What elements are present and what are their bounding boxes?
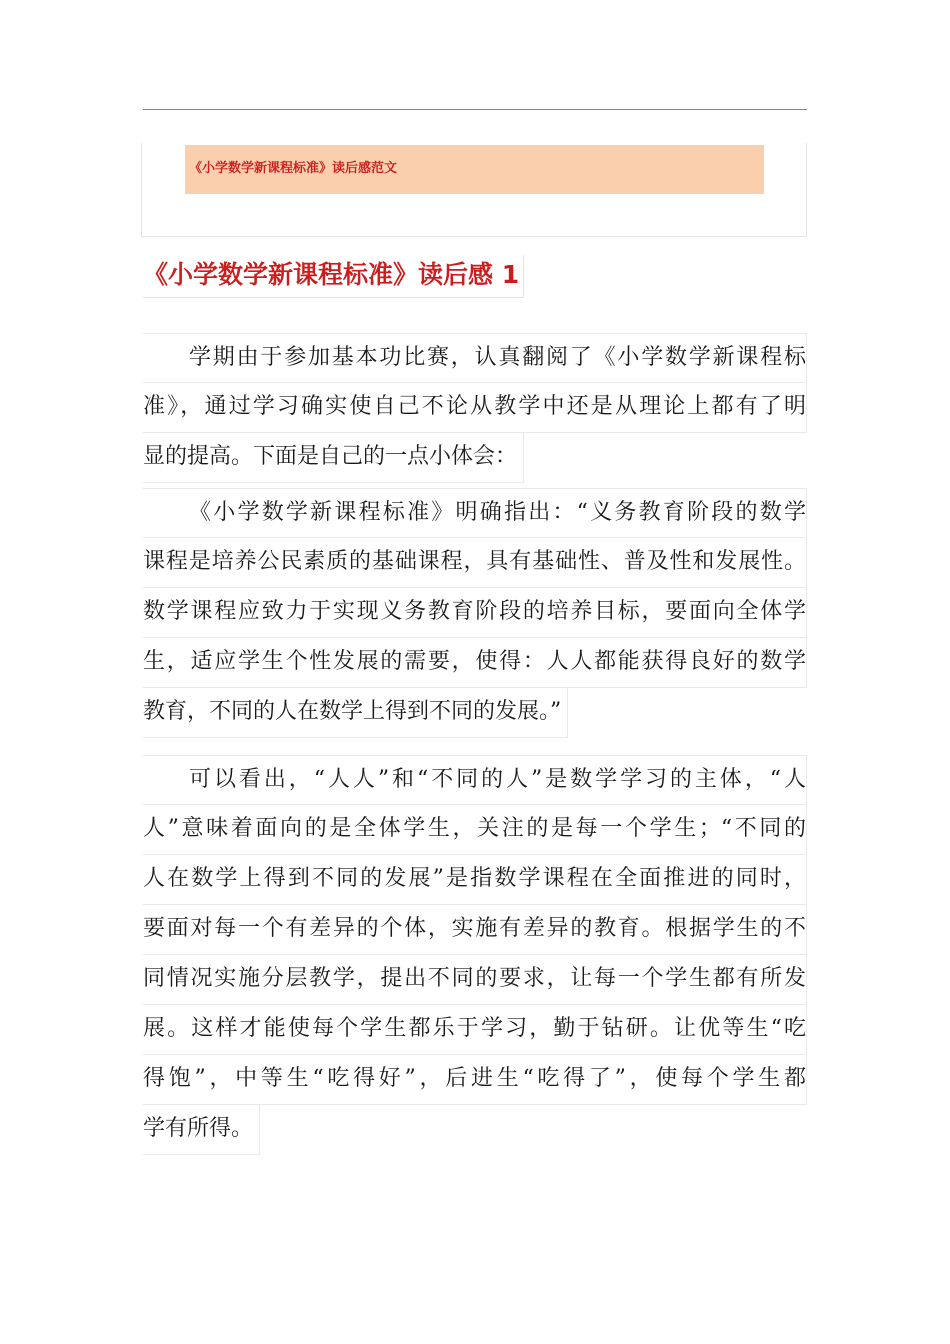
paragraph-line: 要面对每一个有差异的个体，实施有差异的教育。根据学生的不 xyxy=(143,905,807,955)
paragraph-line: 同情况实施分层教学，提出不同的要求，让每一个学生都有所发 xyxy=(143,955,807,1005)
banner-title: 《小学数学新课程标准》读后感范文 xyxy=(189,161,398,176)
top-divider xyxy=(143,109,807,110)
paragraph-line: 数学课程应致力于实现义务教育阶段的培养目标，要面向全体学 xyxy=(143,588,807,638)
paragraph-line: 人”意味着面向的是全体学生，关注的是每一个学生；“不同的 xyxy=(143,805,807,855)
paragraph-line: 准》，通过学习确实使自己不论从教学中还是从理论上都有了明 xyxy=(143,383,807,433)
document-title: 《小学数学新课程标准》读后感 1 xyxy=(143,255,524,298)
paragraph-1 xyxy=(143,333,807,483)
paragraph-line: 得饱”，中等生“吃得好”，后进生“吃得了”，使每个学生都 xyxy=(143,1055,807,1105)
paragraph-line: 教育，不同的人在数学上得到不同的发展。” xyxy=(143,688,568,738)
paragraph-line: 生，适应学生个性发展的需要，使得：人人都能获得良好的数学 xyxy=(143,638,807,688)
paragraph-line: 可以看出，“人人”和“不同的人”是数学学习的主体，“人 xyxy=(143,755,807,805)
paragraph-line: 人在数学上得到不同的发展”是指数学课程在全面推进的同时， xyxy=(143,855,807,905)
paragraph-line: 显的提高。下面是自己的一点小体会： xyxy=(143,433,524,483)
paragraph-line: 课程是培养公民素质的基础课程，具有基础性、普及性和发展性。 xyxy=(143,538,807,588)
paragraph-2 xyxy=(143,488,807,738)
paragraph-line: 《小学数学新课程标准》明确指出：“义务教育阶段的数学 xyxy=(143,488,807,538)
paragraph-line: 学有所得。 xyxy=(143,1105,260,1155)
paragraph-3 xyxy=(143,755,807,1155)
header-banner xyxy=(185,145,764,194)
paragraph-line: 展。这样才能使每个学生都乐于学习，勤于钻研。让优等生“吃 xyxy=(143,1005,807,1055)
paragraph-line: 学期由于参加基本功比赛，认真翻阅了《小学数学新课程标 xyxy=(143,333,807,383)
